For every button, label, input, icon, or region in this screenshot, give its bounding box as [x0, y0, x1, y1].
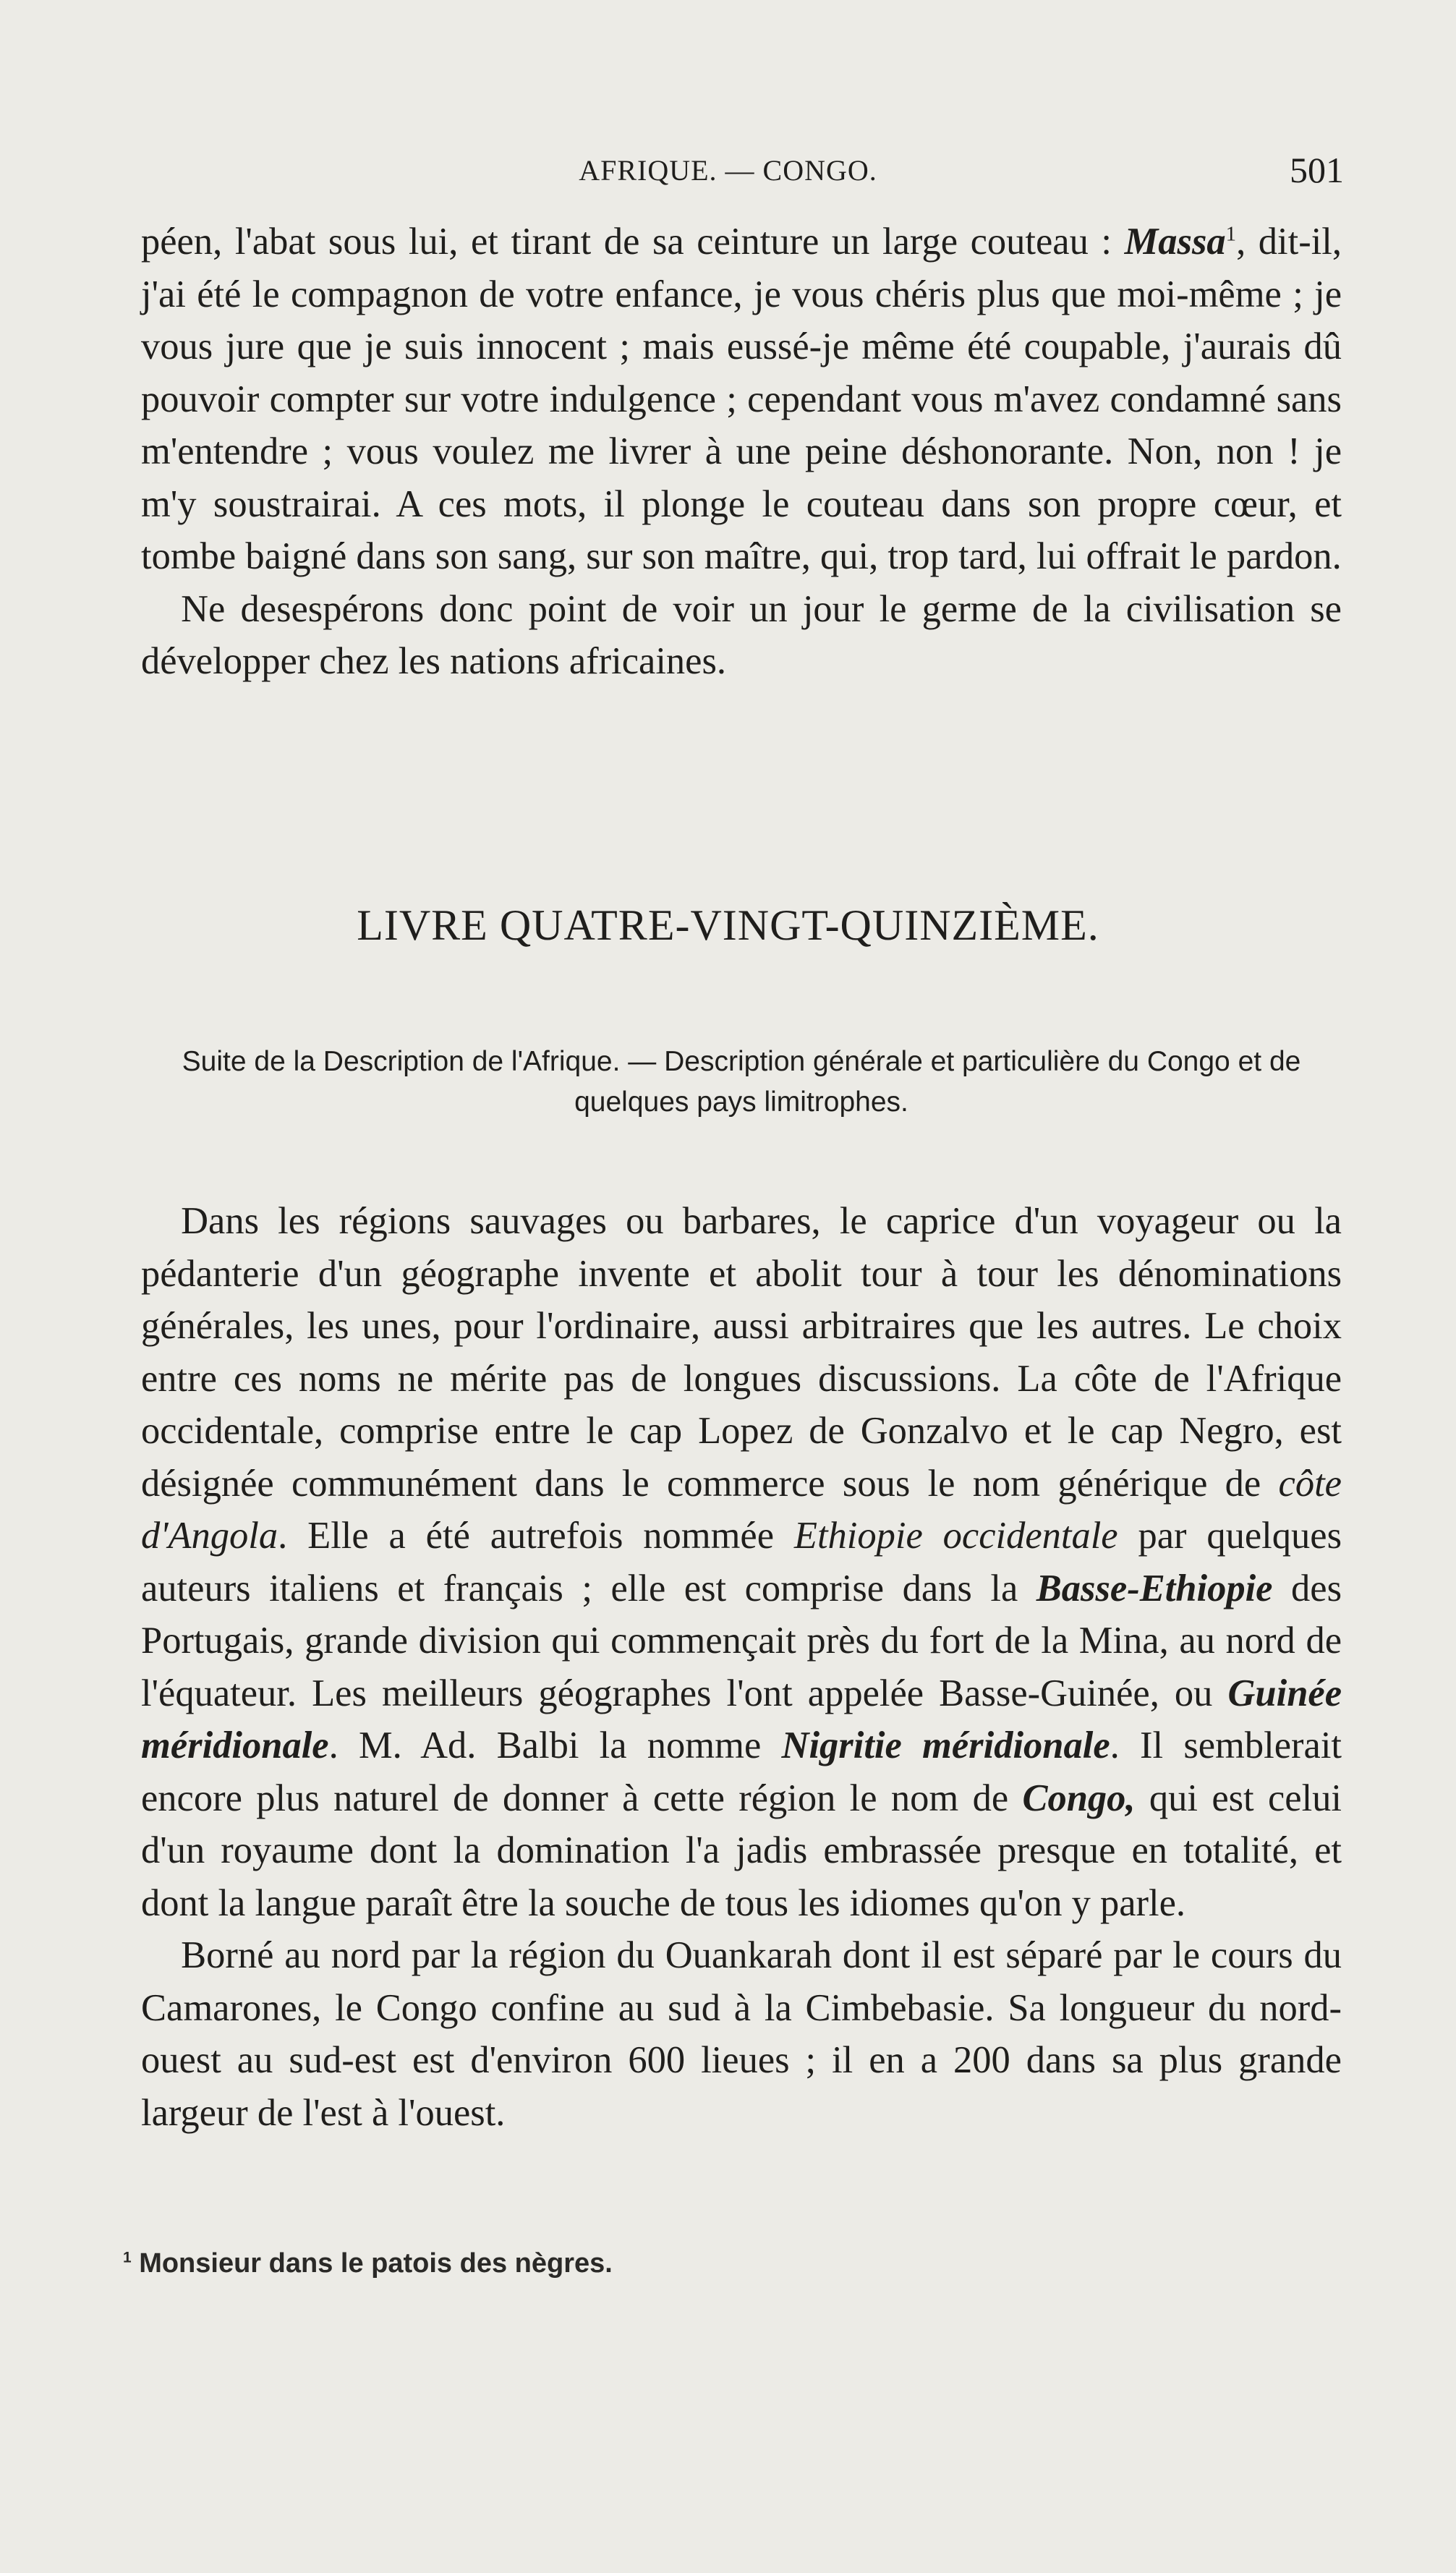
- footnote-reference: 1: [1225, 222, 1237, 246]
- emphasis-basse-ethiopie: Basse-Ethiopie: [1036, 1567, 1273, 1609]
- paragraph-text: . M. Ad. Balbi la nomme: [328, 1724, 782, 1766]
- emphasis-nigritie-meridionale: Nigritie méridionale: [781, 1724, 1110, 1766]
- running-head: [0, 150, 1456, 197]
- footnote: [123, 2248, 613, 2279]
- paragraph: [141, 1195, 1342, 1929]
- emphasis-guinee-meridionale: Guinée méridionale: [141, 1672, 1342, 1766]
- paragraph: Borné au nord par la région du Ouankarah dont il est séparé par le cours du Camarones, le Congo confine au sud à la Cimbebasie. Sa longueur du nord-ouest au sud-est est d'environ 600 lieues ; il en a 200 dans sa plus grande largeur de l'est à l'ouest.: [141, 1934, 1342, 2134]
- paragraph-text: . Il semblerait encore plus naturel de donner à cette région le nom de: [141, 1724, 1342, 1819]
- paragraph-text: des Portugais, grande division qui commençait près du fort de la Mina, au nord de l'équateur. Les meilleurs géographes l'ont appelée Basse-Guinée, ou: [141, 1567, 1342, 1714]
- emphasis-massa: Massa: [1124, 221, 1226, 263]
- paragraph-text: par quelques auteurs italiens et français ; elle est comprise dans la: [141, 1515, 1342, 1609]
- footnote-marker: 1: [123, 2249, 132, 2266]
- emphasis-ethiopie-occidentale: Ethiopie occidentale: [793, 1515, 1118, 1557]
- footnote-text: Monsieur dans le patois des nègres.: [139, 2248, 613, 2279]
- paragraph-text: péen, l'abat sous lui, et tirant de sa ceinture un large couteau :: [141, 221, 1125, 263]
- paragraph-text: . Elle a été autrefois nommée: [278, 1515, 794, 1557]
- paragraph: [141, 216, 1342, 583]
- continued-passage: [141, 216, 1342, 688]
- paragraph-text: qui est celui d'un royaume dont la domination l'a jadis embrassée presque en totalité, et dont la langue paraît être la souche de tous les idiomes qu'on y parle.: [141, 1777, 1342, 1924]
- emphasis-congo: Congo,: [1022, 1777, 1136, 1819]
- chapter-summary: Suite de la Description de l'Afrique. — Description générale et particulière du Congo et de quelques pays limitrophes.: [182, 1046, 1301, 1118]
- chapter-body: [141, 1195, 1342, 2139]
- paragraph-text: Dans les régions sauvages ou barbares, le caprice d'un voyageur ou la pédanterie d'un géographe invente et abolit tour à tour les dénominations générales, les unes, pour l'ordinaire, aussi arbitraires que les autres. Le choix entre ces noms ne mérite pas de longues discussions. La côte de l'Afrique occidentale, comprise entre le cap Lopez de Gonzalvo et le cap Negro, est désignée communément dans le commerce sous le nom générique de: [141, 1200, 1342, 1505]
- paragraph-text: , dit-il, j'ai été le compagnon de votre enfance, je vous chéris plus que moi-même ; je vous jure que je suis innocent ; mais eussé-je même été coupable, j'aurais dû pouvoir compter sur votre indulgence ; cependant vous m'avez condamné sans m'entendre ; vous voulez me livrer à une peine déshonorante. Non, non ! je m'y soustrairai. A ces mots, il plonge le couteau dans son propre cœur, et tombe baigné dans son sang, sur son maître, qui, trop tard, lui offrait le pardon.: [141, 221, 1342, 577]
- book-title: LIVRE QUATRE-VINGT-QUINZIÈME.: [357, 901, 1099, 949]
- page-number: 501: [1290, 150, 1344, 190]
- emphasis-cote-angola: côte d'Angola: [141, 1462, 1342, 1557]
- running-title: AFRIQUE. — CONGO.: [579, 154, 877, 187]
- paragraph: Ne desespérons donc point de voir un jour le germe de la civilisation se développer chez les nations africaines.: [141, 587, 1342, 682]
